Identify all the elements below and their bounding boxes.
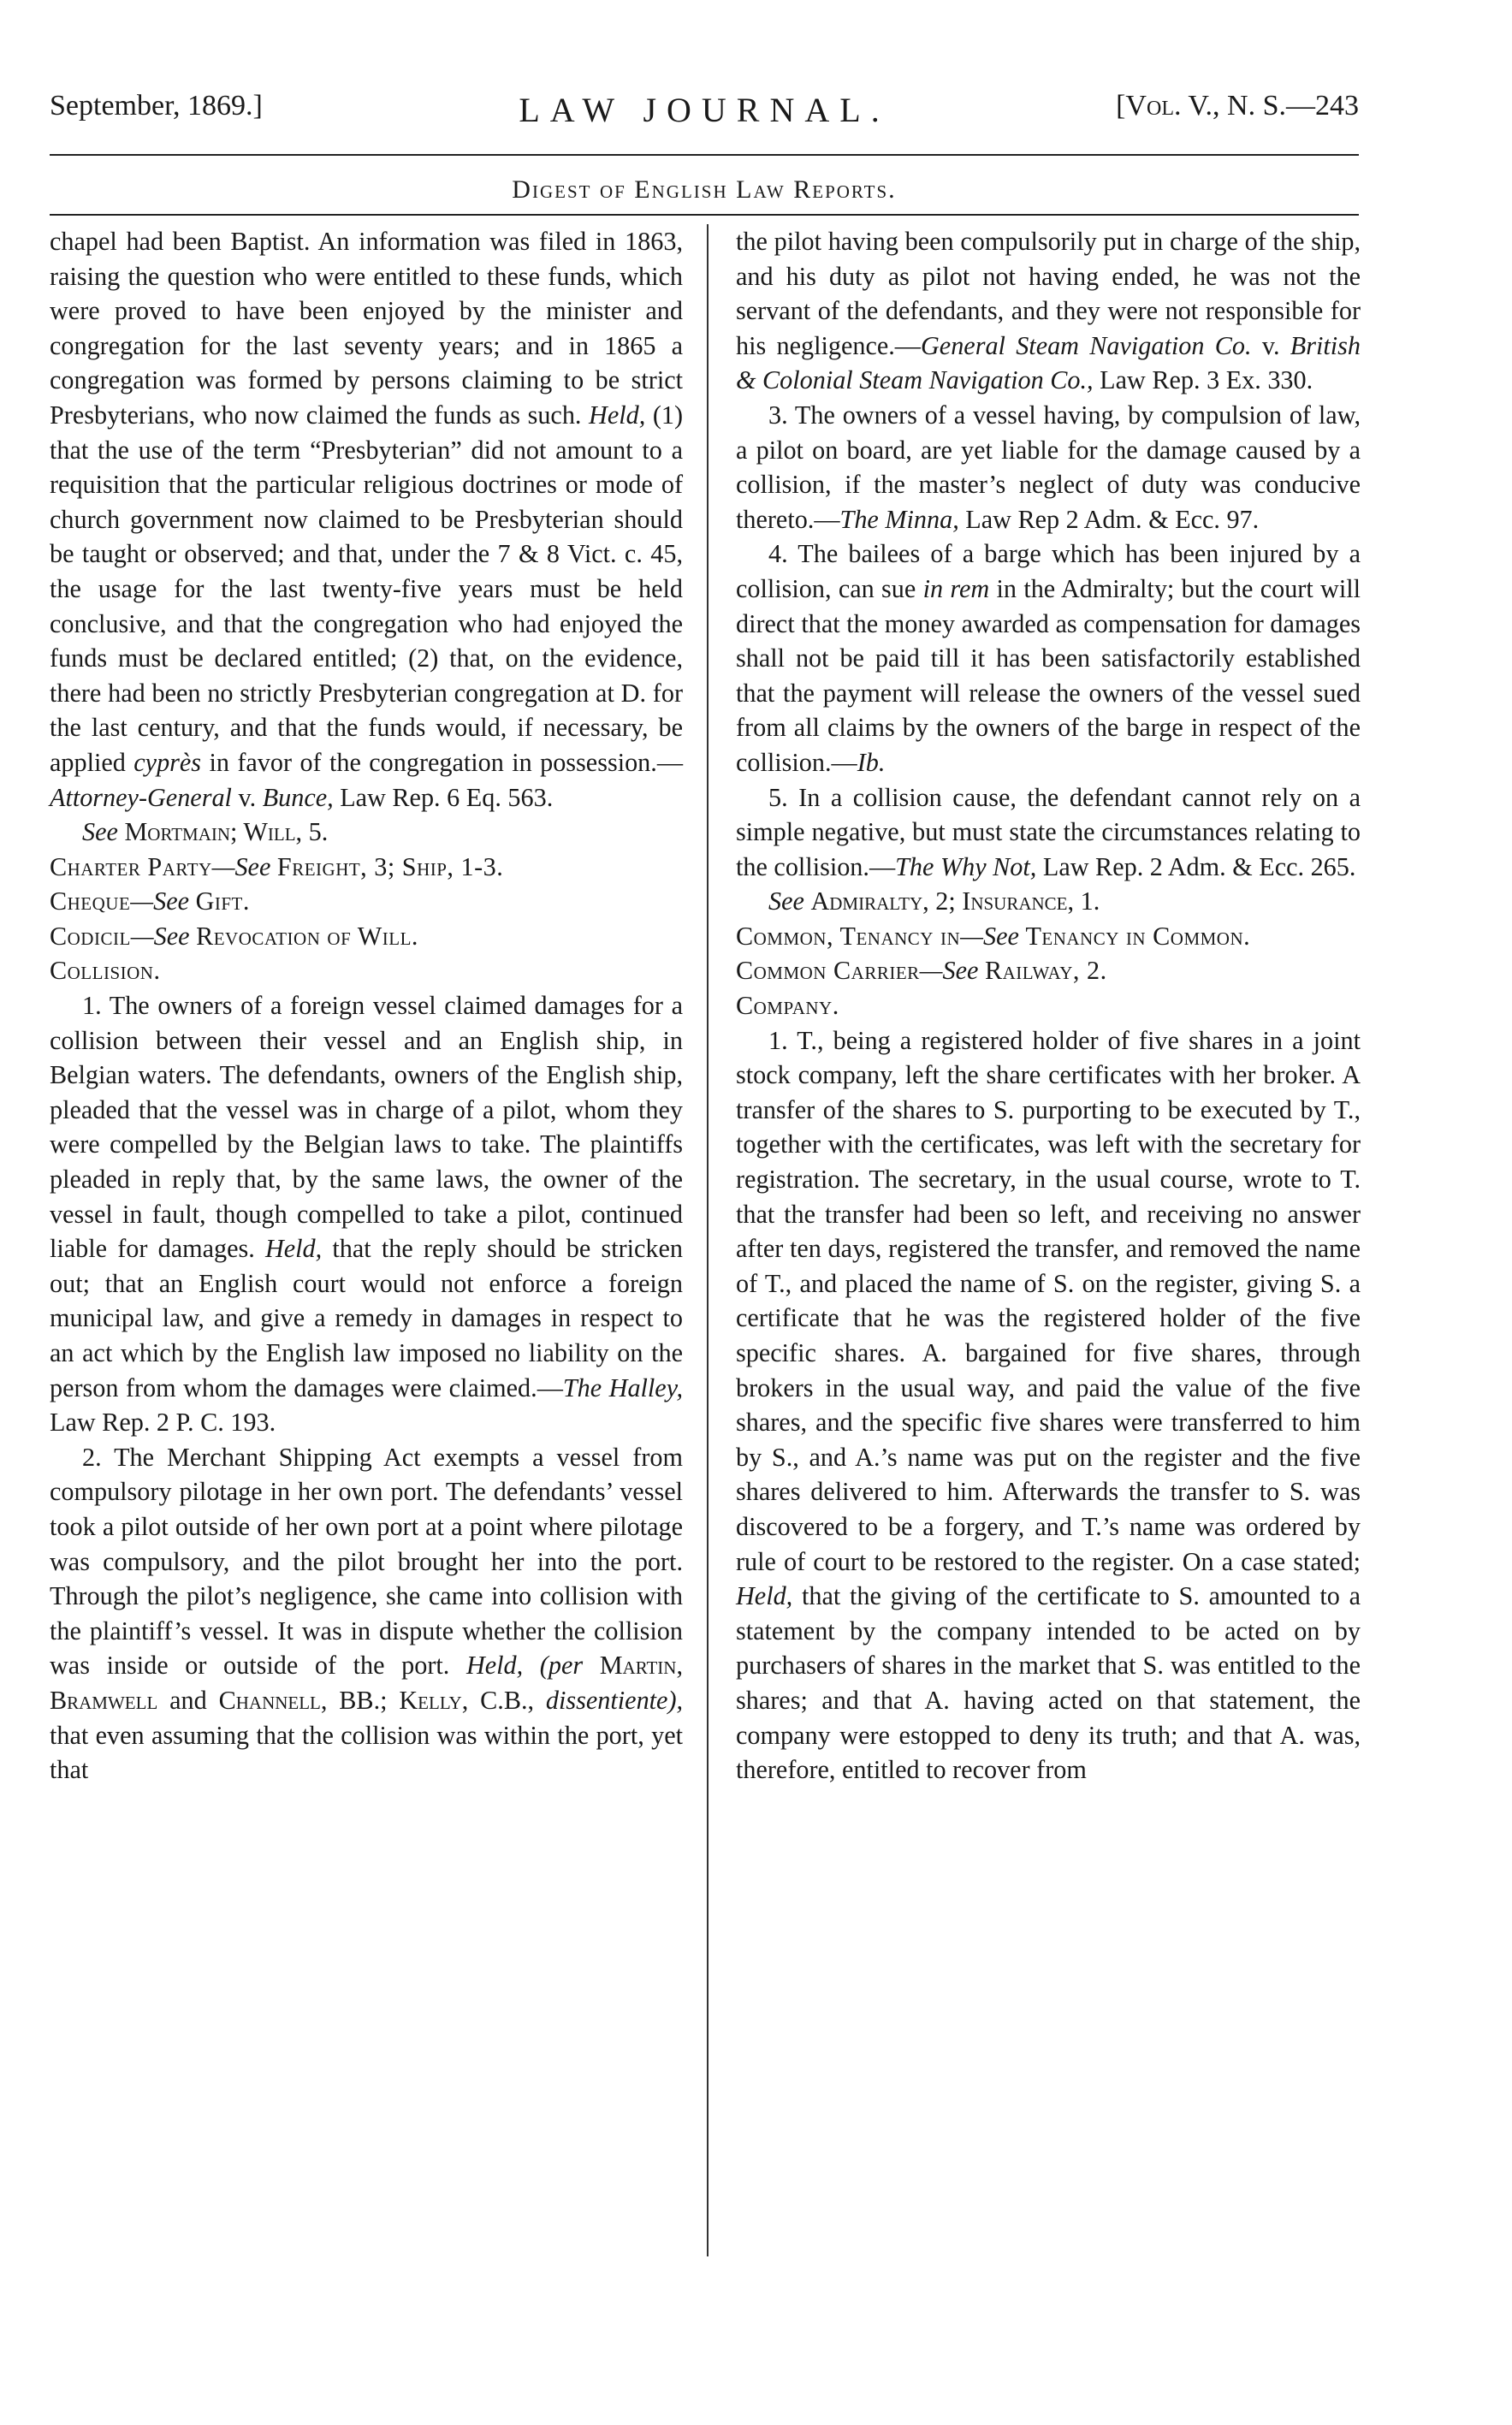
entry-cheque: Cheque—See Gift.: [50, 886, 250, 916]
paragraph-collision-5: 5. In a collision cause, the defendant cannot rely on a simple negative, but must state the circumstances relating to the collision.—The Why Not, Law Rep. 2 Adm. & Ecc. 265.: [736, 782, 1361, 881]
entry-codicil: Codicil—See Revocation of Will.: [50, 921, 418, 951]
column-divider: [707, 224, 709, 2256]
header-rule-top: [50, 154, 1359, 156]
volume-page: [Vol. V., N. S.—243: [1116, 90, 1359, 122]
entry-common-carrier: Common Carrier—See Railway, 2.: [736, 956, 1107, 986]
paragraph-company-1: 1. T., being a registered holder of five shares in a joint stock company, left the share certificates with her broker. A transfer of the shares to S. purporting to be executed by T., together with the certificates, was left with the secretary for registration. The secretary, in the usual course, wrote to T. that the transfer had been so left, and receiving no answer after ten days, registered the transfer, and removed the name of T., and placed the name of S. on the register, giving S. a certificate that he was the registered holder of the five specific shares. A. bargained for five shares, through brokers in the usual way, and paid the value of the five shares, and the specific five shares were transferred to him by S., and A.’s name was put on the register and the five shares delivered to him. Afterwards the transfer to S. was discovered to be a forgery, and T.’s name was ordered by rule of court to be restored to the register. On a case stated; Held, that the giving of the certificate to S. amounted to a statement by the company intended to be acted on by purchasers of shares in the market that S. was entitled to the shares; and that A. having acted on that statement, the company were estopped to deny its truth; and that A. was, therefore, entitled to recover from: [736, 1025, 1361, 1785]
see-also-mortmain: See Mortmain; Will, 5.: [82, 817, 329, 847]
see-also-admiralty: See Admiralty, 2; Insurance, 1.: [768, 886, 1100, 916]
paragraph-collision-1: 1. The owners of a foreign vessel claimed damages for a collision between their vessel and an English ship, in Belgian waters. The defendants, owners of the English ship, pleaded that the vessel was in charge of a pilot, whom they were compelled by the Belgian laws to take. The plaintiffs pleaded in reply that, by the same laws, the owner of the vessel in fault, though compelled to take a pilot, continued liable for damages. Held, that the reply should be stricken out; that an English court would not enforce a foreign municipal law, and give a remedy in damages in respect to an act which by the English law imposed no liability on the person from whom the damages were claimed.—The Halley, Law Rep. 2 P. C. 193.: [50, 991, 684, 1438]
entry-common-tenancy: Common, Tenancy in—See Tenancy in Common.: [736, 921, 1251, 951]
paragraph-collision-2: 2. The Merchant Shipping Act exempts a vessel from compulsory pilotage in her own port. The defendants’ vessel took a pilot outside of her own port at a point where pilotage was compulsory, and the pilot brought her into the port. Through the pilot’s negligence, she came into collision with the plaintiff’s vessel. It was in dispute whether the collision was inside or outside of the port. Held, (per Martin, Bramwell and Channell, BB.; Kelly, C.B., dissentiente), that even assuming that the collision was within the port, yet that: [50, 1442, 684, 1785]
paragraph-collision-3: 3. The owners of a vessel having, by compulsion of law, a pilot on board, are yet liable for the damage caused by a collision, if the master’s neglect of duty was conducive thereto.—The Minna, Law Rep 2 Adm. & Ecc. 97.: [736, 400, 1361, 534]
journal-title: LAW JOURNAL.: [519, 91, 890, 129]
running-head: [50, 90, 1359, 141]
section-title: Digest of English Law Reports.: [512, 175, 897, 204]
paragraph-chapel: chapel had been Baptist. An information was filed in 1863, raising the question who were entitled to these funds, which were proved to have been enjoyed by the minister and congregation for the last seventy years; and in 1865 a congregation was formed by persons claiming to be strict Presbyterians, who now claimed the funds as such. Held, (1) that the use of the term “Presbyterian” did not amount to a requisition that the particular religious doctrines or mode of church government now claimed to be Presbyterian should be taught or observed; and that, under the 7 & 8 Vict. c. 45, the usage for the last twenty-five years must be held conclusive, and that the congregation who had enjoyed the funds must be declared entitled; (2) that, on the evidence, there had been no strictly Presbyterian congregation at D. for the last century, and that the funds would, if necessary, be applied cyprès in favor of the congregation in possession.—Attorney-General v. Bunce, Law Rep. 6 Eq. 563.: [50, 227, 684, 812]
left-column: [50, 224, 683, 1788]
entry-charter-party: Charter Party—See Freight, 3; Ship, 1-3.: [50, 851, 504, 881]
paragraph-collision-2-cont: the pilot having been compulsorily put in charge of the ship, and his duty as pilot not having ended, he was not the servant of the defendants, and they were not responsible for his negligence.—General Steam Navigation Co. v. British & Colonial Steam Navigation Co., Law Rep. 3 Ex. 330.: [736, 227, 1361, 395]
heading-collision: Collision.: [50, 956, 161, 986]
header-rule-bottom: [50, 214, 1359, 216]
header-date: September, 1869.]: [50, 90, 263, 122]
heading-company: Company.: [736, 991, 839, 1021]
paragraph-collision-4: 4. The bailees of a barge which has been injured by a collision, can sue in rem in the Admiralty; but the court will direct that the money awarded as compensation for damages shall not be paid till it has been satisfactorily established that the payment will release the owners of the vessel sued from all claims by the owners of the barge in respect of the collision.—Ib.: [736, 539, 1361, 777]
right-column: [736, 224, 1361, 1788]
